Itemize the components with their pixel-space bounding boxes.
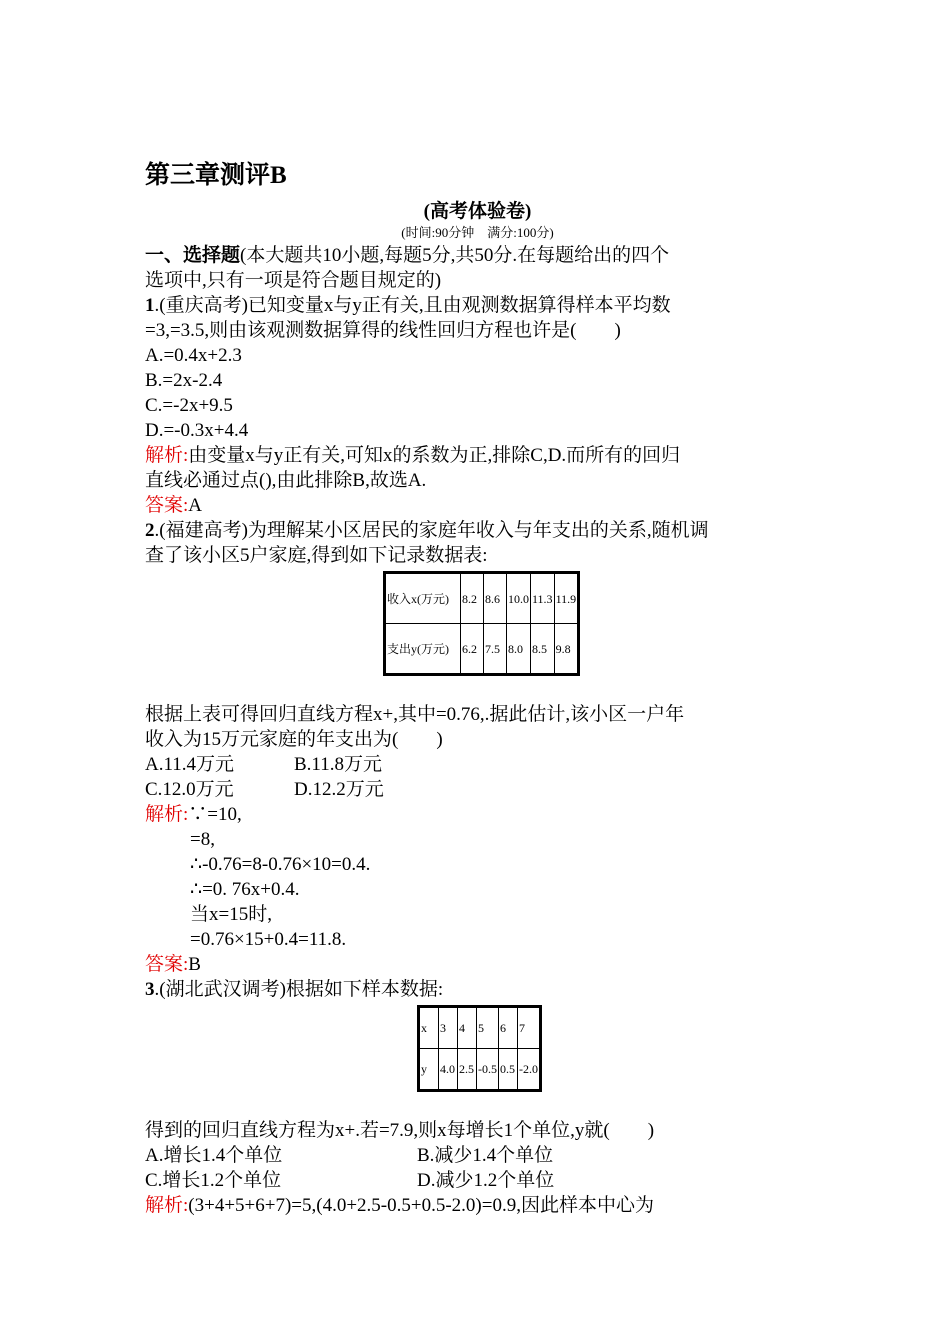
q2-answer-value: B	[188, 954, 201, 975]
q2-stem-line4: 收入为15万元家庭的年支出为( )	[145, 729, 443, 750]
exam-subtitle: (高考体验卷)	[423, 201, 532, 222]
q2-options-row1	[145, 752, 810, 777]
q1-option-c: C.=-2x+9.5	[145, 395, 233, 416]
answer-label: 答案:	[145, 495, 189, 516]
q2-stem	[145, 518, 810, 543]
q1-number: 1	[145, 295, 155, 316]
table-cell: 8.2	[461, 573, 484, 624]
table-cell: 11.9	[554, 573, 579, 624]
table-cell: 9.8	[554, 624, 579, 675]
q3-option-d: D.减少1.2个单位	[417, 1170, 555, 1191]
analysis-label: 解析:	[145, 445, 189, 466]
q2-option-a: A.11.4万元	[145, 754, 235, 775]
spacer	[145, 1092, 810, 1118]
section-heading: 一、选择题	[145, 245, 241, 266]
section-heading-line	[145, 243, 810, 268]
document-page	[145, 160, 810, 1218]
table-cell: 7.5	[484, 624, 507, 675]
q2-option-b: B.11.8万元	[294, 754, 382, 775]
table-cell: -0.5	[477, 1049, 499, 1091]
q2-number: 2	[145, 520, 155, 541]
q2-answer	[145, 952, 810, 977]
table-cell: 支出y(万元)	[385, 624, 461, 675]
table-cell: 0.5	[499, 1049, 518, 1091]
q2-analysis	[145, 802, 810, 827]
q1-option-b: B.=2x-2.4	[145, 370, 223, 391]
q2-stem-cont: 查了该小区5户家庭,得到如下记录数据表:	[145, 545, 488, 566]
q2-option-d: D.12.2万元	[294, 779, 384, 800]
q1-answer	[145, 493, 810, 518]
q1-analysis-text: 由变量x与y正有关,可知x的系数为正,排除C,D.而所有的回归	[188, 445, 681, 466]
table-cell: 7	[518, 1007, 541, 1049]
analysis-label: 解析:	[145, 804, 189, 825]
table-cell: 3	[439, 1007, 458, 1049]
q2-analysis-step: ∵=10,	[188, 804, 242, 825]
table-cell: -2.0	[518, 1049, 541, 1091]
table-row	[385, 573, 579, 624]
table-row	[385, 624, 579, 675]
q1-stem	[145, 293, 810, 318]
q2-analysis-step: =0.76×15+0.4=11.8.	[190, 929, 347, 950]
table-cell: 6	[499, 1007, 518, 1049]
q3-option-a: A.增长1.4个单位	[145, 1145, 283, 1166]
table-cell: 10.0	[507, 573, 531, 624]
q1-text: .(重庆高考)已知变量x与y正有关,且由观测数据算得样本平均数	[154, 295, 671, 316]
q2-options-row2	[145, 777, 810, 802]
table-cell: y	[419, 1049, 439, 1091]
table-cell: 8.6	[484, 573, 507, 624]
q3-number: 3	[145, 979, 155, 1000]
table-cell: 11.3	[531, 573, 555, 624]
q2-analysis-step: ∴-0.76=8-0.76×10=0.4.	[190, 854, 371, 875]
q3-analysis	[145, 1193, 810, 1218]
q3-text: .(湖北武汉调考)根据如下样本数据:	[154, 979, 444, 1000]
sample-data-table	[417, 1005, 542, 1092]
table-cell: 4.0	[439, 1049, 458, 1091]
answer-label: 答案:	[145, 954, 189, 975]
q1-analysis-cont: 直线必通过点(),由此排除B,故选A.	[145, 470, 427, 491]
spacer	[145, 676, 810, 702]
q1-option-a: A.=0.4x+2.3	[145, 345, 242, 366]
q1-stem-cont: =3,=3.5,则由该观测数据算得的线性回归方程也许是( )	[145, 320, 621, 341]
q1-answer-value: A	[188, 495, 203, 516]
q3-options-row1	[145, 1143, 810, 1168]
section-description-cont: 选项中,只有一项是符合题目规定的)	[145, 270, 442, 291]
table-cell: 5	[477, 1007, 499, 1049]
table-cell: 8.0	[507, 624, 531, 675]
q3-stem	[145, 977, 810, 1002]
section-description: (本大题共10小题,每题5分,共50分.在每题给出的四个	[240, 245, 670, 266]
table-cell: 4	[458, 1007, 477, 1049]
exam-meta: (时间:90分钟 满分:100分)	[401, 225, 554, 240]
q3-stem-cont: 得到的回归直线方程为x+.若=7.9,则x每增长1个单位,y就( )	[145, 1120, 655, 1141]
q3-options-row2	[145, 1168, 810, 1193]
analysis-label: 解析:	[145, 1195, 189, 1216]
q3-option-b: B.减少1.4个单位	[417, 1145, 554, 1166]
table-row	[419, 1007, 541, 1049]
q1-analysis	[145, 443, 810, 468]
table-cell: 收入x(万元)	[385, 573, 461, 624]
q1-option-d: D.=-0.3x+4.4	[145, 420, 249, 441]
table-cell: 2.5	[458, 1049, 477, 1091]
q2-analysis-step: 当x=15时,	[190, 904, 272, 925]
q2-analysis-step: =8,	[190, 829, 215, 850]
income-expense-table	[383, 571, 580, 676]
q2-stem-line3: 根据上表可得回归直线方程x+,其中=0.76,.据此估计,该小区一户年	[145, 704, 685, 725]
q3-analysis-text: (3+4+5+6+7)=5,(4.0+2.5-0.5+0.5-2.0)=0.9,因此样本中心为	[188, 1195, 654, 1216]
q2-analysis-step: ∴=0. 76x+0.4.	[190, 879, 300, 900]
q2-option-c: C.12.0万元	[145, 779, 234, 800]
table-cell: 6.2	[461, 624, 484, 675]
page-title: 第三章测评B	[145, 162, 287, 189]
table-cell: x	[419, 1007, 439, 1049]
table-cell: 8.5	[531, 624, 555, 675]
table-row	[419, 1049, 541, 1091]
q2-text: .(福建高考)为理解某小区居民的家庭年收入与年支出的关系,随机调	[154, 520, 709, 541]
q3-option-c: C.增长1.2个单位	[145, 1170, 282, 1191]
